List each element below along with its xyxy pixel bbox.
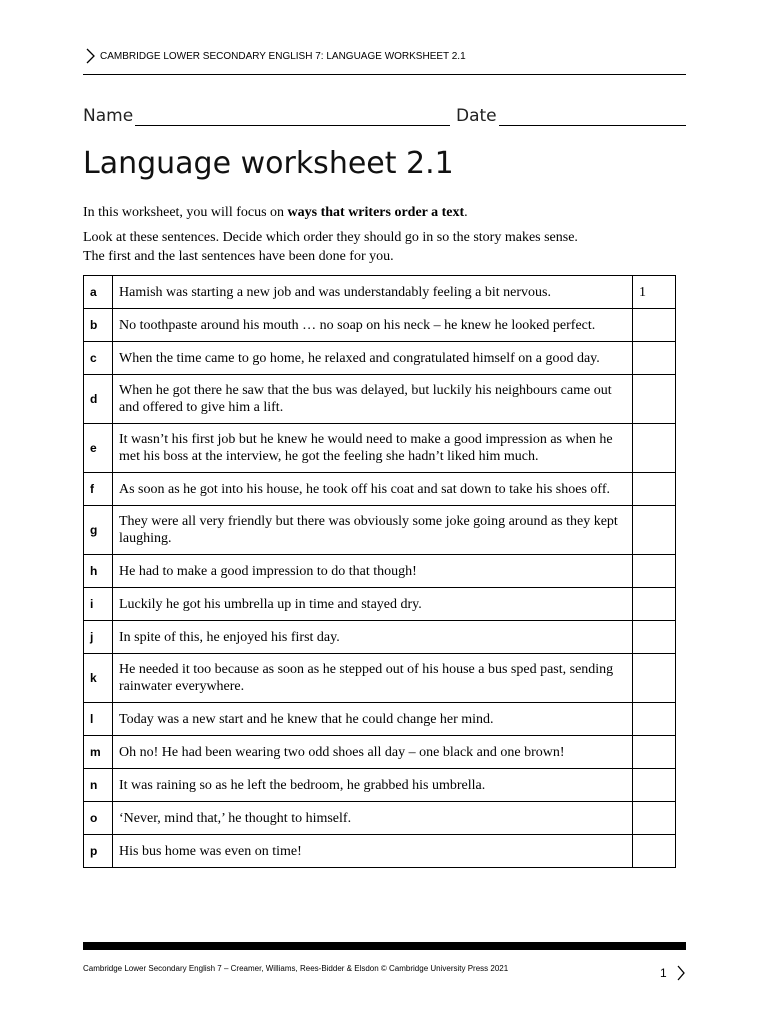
row-answer-box[interactable] xyxy=(633,703,676,736)
row-answer-box[interactable] xyxy=(633,506,676,555)
row-sentence: He needed it too because as soon as he stepped out of his house a bus sped past, sending rainwater everywhere. xyxy=(113,654,633,703)
row-sentence: When the time came to go home, he relaxed and congratulated himself on a good day. xyxy=(113,342,633,375)
table-row xyxy=(84,506,676,555)
name-field[interactable] xyxy=(135,125,450,126)
table-row xyxy=(84,835,676,868)
instruction-text xyxy=(83,228,683,266)
table-row xyxy=(84,654,676,703)
row-answer-box[interactable] xyxy=(633,654,676,703)
row-sentence: Hamish was starting a new job and was understandably feeling a bit nervous. xyxy=(113,276,633,309)
row-answer-box[interactable] xyxy=(633,802,676,835)
row-sentence: ‘Never, mind that,’ he thought to himself. xyxy=(113,802,633,835)
name-date-row xyxy=(83,104,686,130)
instructions xyxy=(83,203,683,266)
row-answer-box[interactable] xyxy=(633,309,676,342)
row-sentence: Oh no! He had been wearing two odd shoes all day – one black and one brown! xyxy=(113,736,633,769)
row-answer-box[interactable] xyxy=(633,424,676,473)
table-row xyxy=(84,375,676,424)
focus-lead: In this worksheet, you will focus on xyxy=(83,205,288,220)
instruction-line-2: The first and the last sentences have been done for you. xyxy=(83,249,394,264)
focus-line xyxy=(83,203,683,222)
row-sentence: It wasn’t his first job but he knew he would need to make a good impression as when he met his boss at the interview, he got the feeling she hadn’t liked him much. xyxy=(113,424,633,473)
row-answer-box[interactable] xyxy=(633,555,676,588)
row-letter: h xyxy=(84,555,113,588)
table-row xyxy=(84,276,676,309)
table-row xyxy=(84,555,676,588)
row-sentence: They were all very friendly but there was obviously some joke going around as they kept laughing. xyxy=(113,506,633,555)
row-letter: g xyxy=(84,506,113,555)
row-sentence: His bus home was even on time! xyxy=(113,835,633,868)
row-sentence: As soon as he got into his house, he took off his coat and sat down to take his shoes off. xyxy=(113,473,633,506)
row-letter: n xyxy=(84,769,113,802)
table-row xyxy=(84,802,676,835)
row-answer-box[interactable] xyxy=(633,736,676,769)
chevron-right-icon xyxy=(675,964,687,982)
table-row xyxy=(84,736,676,769)
row-answer-box[interactable] xyxy=(633,769,676,802)
row-letter: c xyxy=(84,342,113,375)
row-letter: k xyxy=(84,654,113,703)
page-number-text: 1 xyxy=(660,966,667,980)
table-row xyxy=(84,703,676,736)
row-sentence: When he got there he saw that the bus was delayed, but luckily his neighbours came out and offered to give him a lift. xyxy=(113,375,633,424)
row-sentence: Luckily he got his umbrella up in time and stayed dry. xyxy=(113,588,633,621)
running-header xyxy=(83,47,686,65)
row-answer-box[interactable] xyxy=(633,473,676,506)
row-letter: a xyxy=(84,276,113,309)
name-label: Name xyxy=(83,106,134,126)
table-row xyxy=(84,342,676,375)
page-title: Language worksheet 2.1 xyxy=(83,146,454,181)
row-sentence: It was raining so as he left the bedroom, he grabbed his umbrella. xyxy=(113,769,633,802)
row-answer-box[interactable] xyxy=(633,588,676,621)
row-letter: d xyxy=(84,375,113,424)
table-row xyxy=(84,424,676,473)
focus-end: . xyxy=(464,205,468,220)
page-number xyxy=(660,964,687,982)
row-letter: p xyxy=(84,835,113,868)
table-row xyxy=(84,309,676,342)
date-field[interactable] xyxy=(499,125,686,126)
header-rule xyxy=(83,74,686,75)
table-row xyxy=(84,588,676,621)
row-letter: o xyxy=(84,802,113,835)
chevron-right-icon xyxy=(83,47,97,65)
row-letter: e xyxy=(84,424,113,473)
footer-credit: Cambridge Lower Secondary English 7 – Creamer, Williams, Rees-Bidder & Elsdon © Cambridge University Press 2021 xyxy=(83,964,509,973)
date-label: Date xyxy=(456,106,497,126)
row-letter: m xyxy=(84,736,113,769)
row-sentence: In spite of this, he enjoyed his first day. xyxy=(113,621,633,654)
row-answer-box[interactable] xyxy=(633,342,676,375)
row-sentence: Today was a new start and he knew that he could change her mind. xyxy=(113,703,633,736)
row-answer-box[interactable] xyxy=(633,835,676,868)
instruction-line-1: Look at these sentences. Decide which order they should go in so the story makes sense. xyxy=(83,230,578,245)
footer-bar xyxy=(83,942,686,950)
table-row xyxy=(84,473,676,506)
running-title: CAMBRIDGE LOWER SECONDARY ENGLISH 7: LANGUAGE WORKSHEET 2.1 xyxy=(100,50,466,62)
sentence-table xyxy=(83,275,676,868)
row-answer-box[interactable]: 1 xyxy=(633,276,676,309)
row-letter: i xyxy=(84,588,113,621)
row-sentence: No toothpaste around his mouth … no soap on his neck – he knew he looked perfect. xyxy=(113,309,633,342)
table-row xyxy=(84,621,676,654)
focus-bold: ways that writers order a text xyxy=(287,205,465,220)
row-answer-box[interactable] xyxy=(633,621,676,654)
row-letter: b xyxy=(84,309,113,342)
row-answer-box[interactable] xyxy=(633,375,676,424)
row-sentence: He had to make a good impression to do that though! xyxy=(113,555,633,588)
row-letter: f xyxy=(84,473,113,506)
row-letter: j xyxy=(84,621,113,654)
table-row xyxy=(84,769,676,802)
row-letter: l xyxy=(84,703,113,736)
